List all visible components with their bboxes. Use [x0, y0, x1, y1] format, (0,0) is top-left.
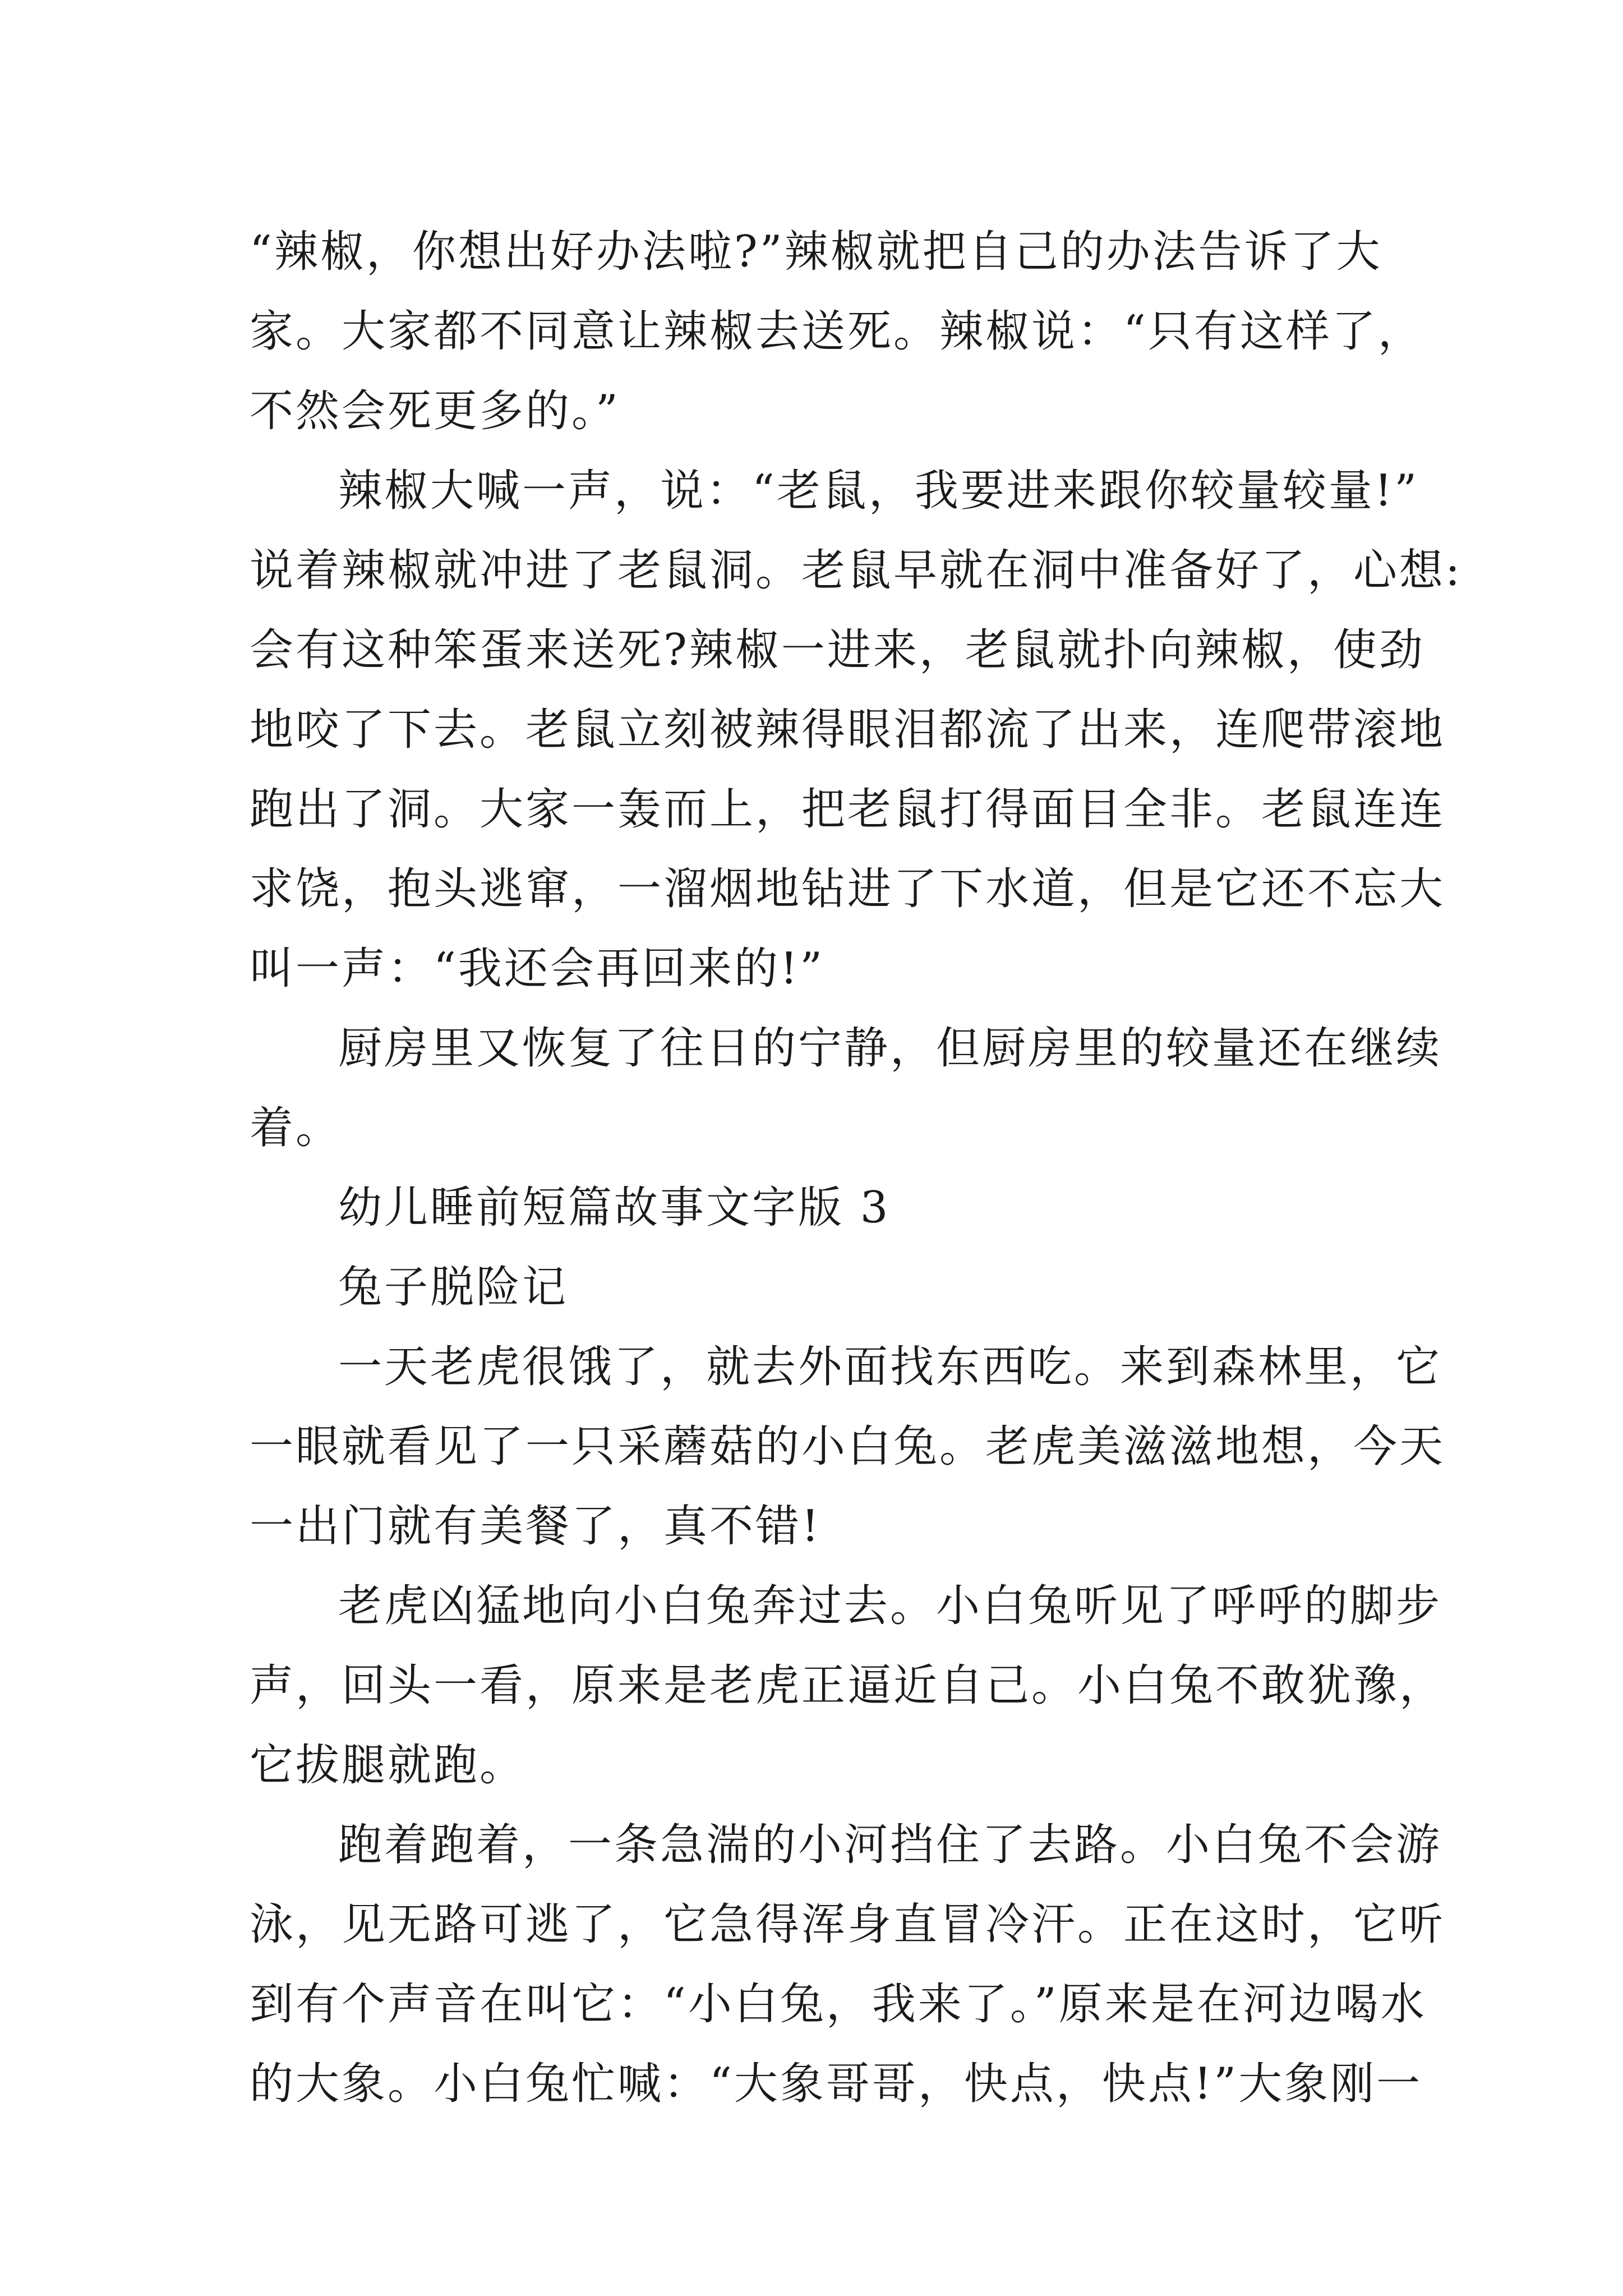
text-line: 辣椒大喊一声，说：“老鼠，我要进来跟你较量较量!”: [338, 466, 1419, 516]
text-line: 一天老虎很饿了，就去外面找东西吃。来到森林里，它: [338, 1342, 1442, 1392]
text-line: 会有这种笨蛋来送死?辣椒一进来，老鼠就扑向辣椒，使劲: [250, 625, 1425, 675]
text-line: 求饶，抱头逃窜，一溜烟地钻进了下水道，但是它还不忘大: [250, 864, 1446, 914]
text-line: 叫一声：“我还会再回来的!”: [250, 944, 825, 994]
text-line: 跑着跑着，一条急湍的小河挡住了去路。小白兔不会游: [338, 1820, 1442, 1870]
text-line: 着。: [250, 1103, 342, 1153]
text-line: 一眼就看见了一只采蘑菇的小白兔。老虎美滋滋地想，今天: [250, 1421, 1446, 1472]
text-line: 兔子脱险记: [338, 1262, 569, 1313]
text-line: 老虎凶猛地向小白兔奔过去。小白兔听见了呼呼的脚步: [338, 1581, 1442, 1631]
text-line: 说着辣椒就冲进了老鼠洞。老鼠早就在洞中准备好了，心想:: [250, 545, 1463, 596]
text-line: 声，回头一看，原来是老虎正逼近自己。小白兔不敢犹豫，: [250, 1660, 1446, 1711]
text-line: “辣椒，你想出好办法啦?”辣椒就把自己的办法告诉了大: [250, 227, 1382, 277]
text-line: 的大象。小白兔忙喊：“大象哥哥，快点，快点!”大象刚一: [250, 2059, 1423, 2109]
text-line: 跑出了洞。大家一轰而上，把老鼠打得面目全非。老鼠连连: [250, 784, 1446, 835]
text-line: 它拔腿就跑。: [250, 1740, 526, 1791]
text-line: 到有个声音在叫它：“小白兔，我来了。”原来是在河边喝水: [250, 1979, 1427, 2030]
text-line: 泳，见无路可逃了，它急得浑身直冒冷汗。正在这时，它听: [250, 1899, 1446, 1950]
text-line: 家。大家都不同意让辣椒去送死。辣椒说：“只有这样了，: [250, 306, 1424, 357]
text-line: 不然会死更多的。”: [250, 386, 620, 436]
text-line: 地咬了下去。老鼠立刻被辣得眼泪都流了出来，连爬带滚地: [250, 705, 1446, 755]
text-line: 厨房里又恢复了往日的宁静，但厨房里的较量还在继续: [338, 1023, 1442, 1074]
story-text: [250, 212, 1463, 2124]
text-line: 一出门就有美餐了，真不错!: [250, 1501, 822, 1552]
text-line: 幼儿睡前短篇故事文字版 3: [338, 1182, 891, 1233]
